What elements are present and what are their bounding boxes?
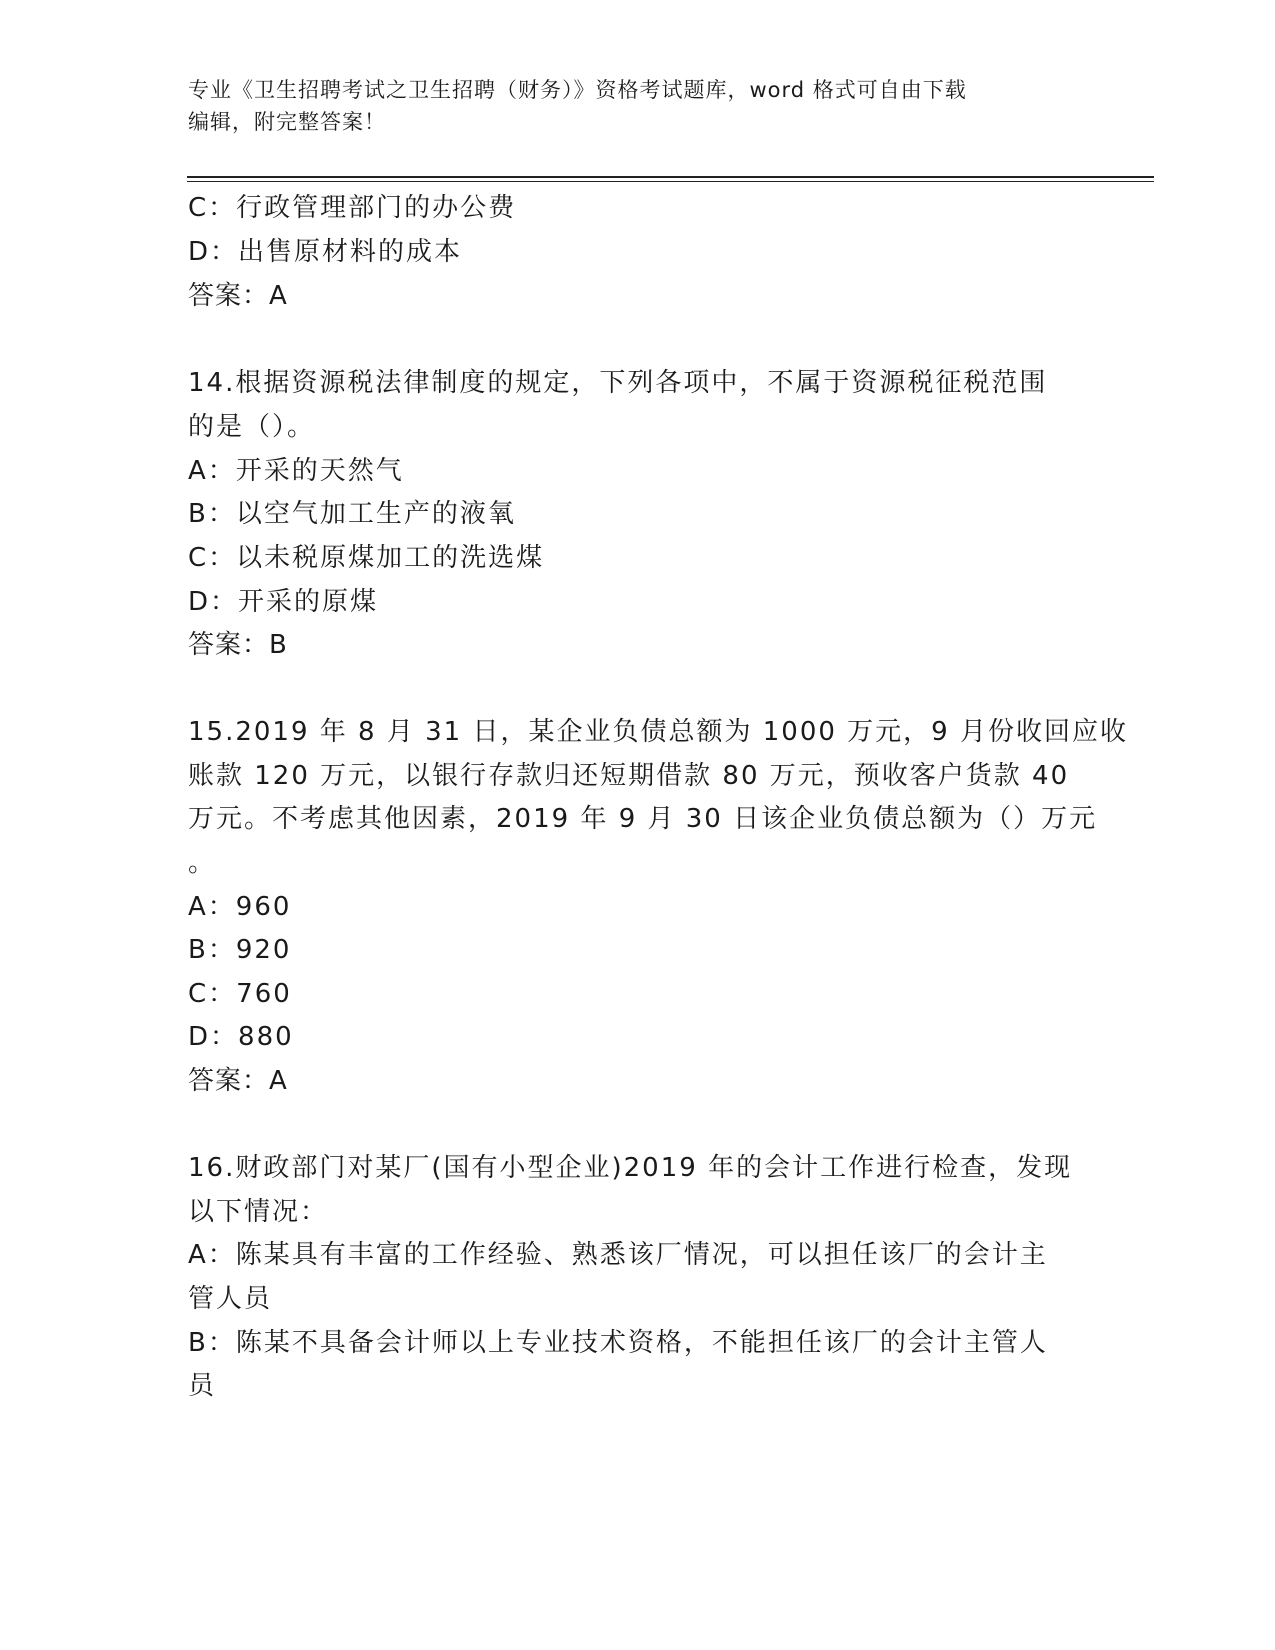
q14-option-d: D：开采的原煤 (188, 587, 379, 617)
q16-option-a-line-1: A：陈某具有丰富的工作经验、熟悉该厂情况，可以担任该厂的会计主 (188, 1240, 1048, 1270)
q15-stem-line-3: 万元。不考虑其他因素，2019 年 9 月 30 日该企业负债总额为（）万元 (188, 804, 1098, 834)
q15-answer: 答案：A (188, 1066, 288, 1096)
q14-option-c: C：以未税原煤加工的洗选煤 (188, 543, 545, 573)
header-line-1: 专业《卫生招聘考试之卫生招聘（财务）》资格考试题库，word 格式可自由下载 (188, 78, 967, 102)
q15-stem-line-4: 。 (188, 848, 217, 878)
q13-answer: 答案：A (188, 281, 288, 311)
q14-option-b: B：以空气加工生产的液氧 (188, 499, 516, 529)
q14-option-a: A：开采的天然气 (188, 456, 404, 486)
q15-option-a: A：960 (188, 892, 292, 922)
q16-stem-line-2: 以下情况： (188, 1197, 329, 1227)
q15-option-c: C：760 (188, 979, 292, 1009)
q15-stem-line-1: 15.2019 年 8 月 31 日，某企业负债总额为 1000 万元，9 月份收回应收 (188, 717, 1128, 747)
q16-option-b-line-1: B：陈某不具备会计师以上专业技术资格，不能担任该厂的会计主管人 (188, 1328, 1048, 1358)
header-divider-thick (187, 176, 1154, 178)
q14-answer: 答案：B (188, 630, 288, 660)
q14-stem-line-2: 的是（）。 (188, 412, 316, 442)
header-line-2: 编辑，附完整答案！ (188, 110, 386, 134)
q16-stem-line-1: 16.财政部门对某厂(国有小型企业)2019 年的会计工作进行检查，发现 (188, 1153, 1073, 1183)
q16-option-b-line-2: 员 (188, 1371, 217, 1401)
q13-option-d: D：出售原材料的成本 (188, 237, 463, 267)
q14-stem-line-1: 14.根据资源税法律制度的规定，下列各项中，不属于资源税征税范围 (188, 368, 1048, 398)
q15-option-b: B：920 (188, 935, 292, 965)
q16-option-a-line-2: 管人员 (188, 1284, 273, 1314)
q15-option-d: D：880 (188, 1022, 294, 1052)
q15-stem-line-2: 账款 120 万元，以银行存款归还短期借款 80 万元，预收客户货款 40 (188, 761, 1070, 791)
header-divider-thin (187, 181, 1154, 182)
q13-option-c: C：行政管理部门的办公费 (188, 193, 517, 223)
document-header (188, 74, 1088, 138)
